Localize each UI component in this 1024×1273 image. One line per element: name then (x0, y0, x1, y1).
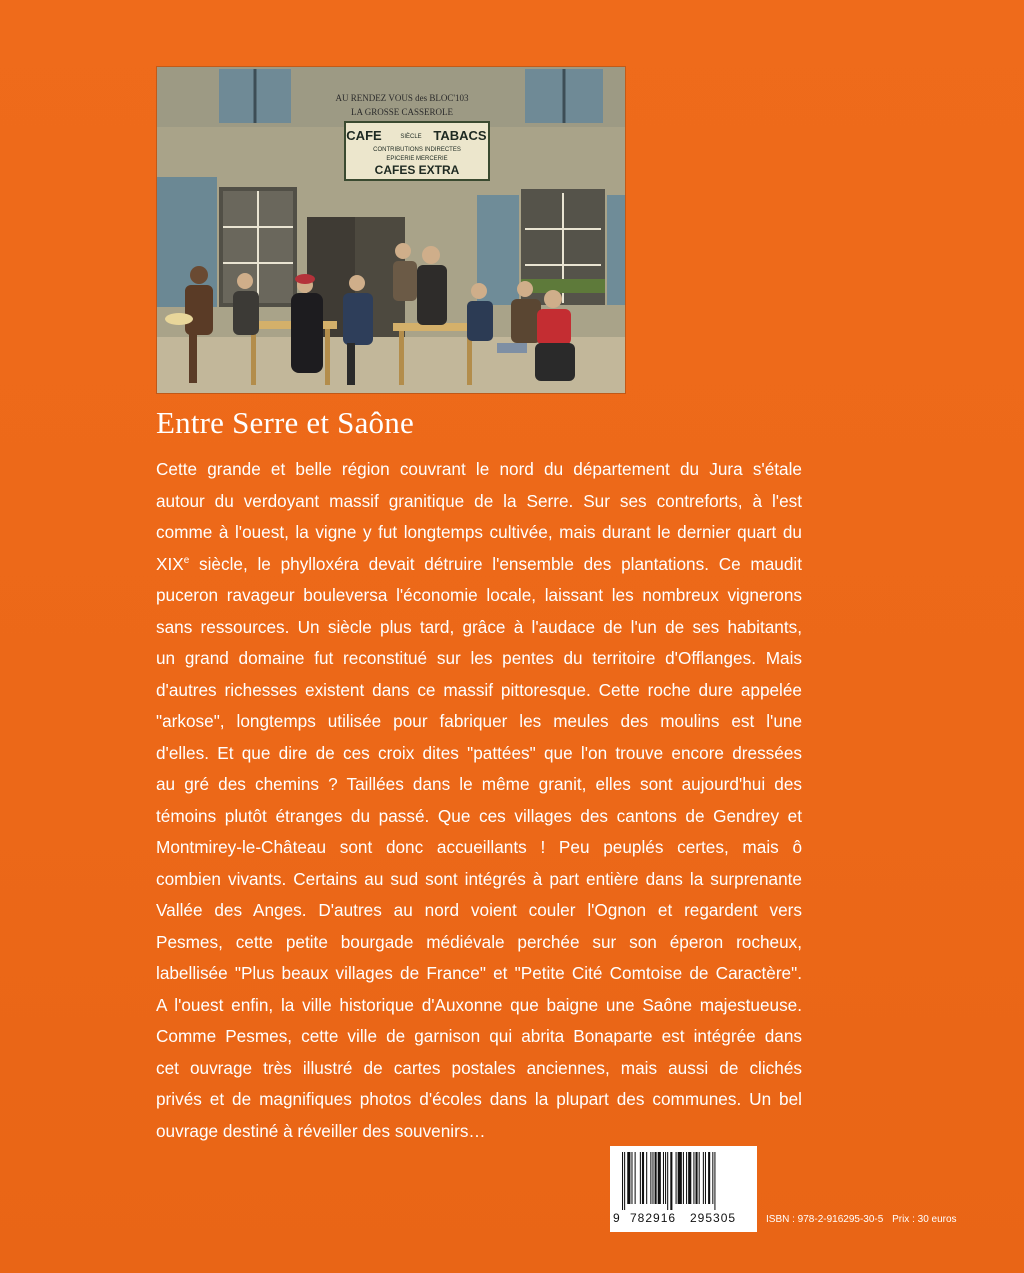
text-line: sans ressources. Un siècle plus tard, grâce à l'audace de l'un de ses habitants, (156, 616, 802, 637)
barcode-digits-right: 295305 (690, 1211, 737, 1225)
barcode-bar (624, 1152, 625, 1210)
barcode-bar (708, 1152, 710, 1204)
text-line (156, 549, 802, 581)
barcode-digits-left: 782916 (630, 1211, 677, 1225)
left-window (157, 177, 297, 307)
sign-tabacs: TABACS (433, 128, 487, 143)
barcode-bars (622, 1152, 746, 1210)
text-line: un grand domaine fut reconstitué sur les pentes du territoire d'Offlanges. Mais (156, 648, 802, 668)
upper-shutters-right (525, 69, 603, 123)
barcode-bar (635, 1152, 636, 1204)
barcode-bar (667, 1152, 668, 1210)
barcode-bar (699, 1152, 700, 1204)
text-line: privés et de magnifiques photos d'écoles dans la plupart des communes. Un bel (156, 1089, 802, 1109)
barcode-bar (670, 1152, 672, 1210)
barcode-bar (705, 1152, 706, 1204)
text-line-rest: siècle, le phylloxéra devait détruire l'ensemble des plantations. Ce maudit (199, 553, 803, 574)
text-line: comme à l'ouest, la vigne y fut longtemps cultivée, mais durant le dernier quart du (156, 522, 802, 542)
upper-shutters-left (219, 69, 291, 123)
text-line: d'elles. Et que dire de ces croix dites "pattées" que l'on trouve encore dressées (156, 742, 802, 763)
barcode-digit-first: 9 (613, 1211, 621, 1225)
barcode-bar (683, 1152, 684, 1204)
text-line: ouvrage destiné à réveiller des souvenirs… (156, 1120, 486, 1141)
barcode-bar (663, 1152, 664, 1204)
cover-photo (157, 67, 625, 393)
barcode-bar (631, 1152, 632, 1204)
text-line: au gré des chemins ? Taillées dans le même granit, elles sont aujourd'hui des (156, 774, 802, 794)
barcode-bar (696, 1152, 698, 1204)
barcode-bar (693, 1152, 694, 1204)
barcode-bar (622, 1152, 623, 1210)
text-line: témoins plutôt étranges du passé. Que ces villages des cantons de Gendrey et (156, 805, 802, 826)
roman-superscript: e (183, 554, 190, 566)
sign-contributions: CONTRIBUTIONS INDIRECTES (373, 147, 461, 153)
cafe-postcard-illustration (157, 67, 625, 393)
barcode-bar (703, 1152, 704, 1204)
barcode-bar (688, 1152, 691, 1204)
barcode (610, 1146, 757, 1232)
sign-siecle: SIÈCLE (400, 134, 422, 140)
book-title: Entre Serre et Saône (156, 405, 414, 440)
text-line: Pesmes, cette petite bourgade médiévale perchée sur son éperon rocheux, (156, 931, 802, 952)
text-line: Cette grande et belle région couvrant le nord du département du Jura s'étale (156, 459, 802, 479)
sign-arch: AU RENDEZ VOUS des BLOC'103 (335, 93, 469, 103)
text-line: combien vivants. Certains au sud sont intégrés à part entière dans la surprenante (156, 868, 802, 889)
isbn: ISBN : 978-2-916295-30-5 (766, 1214, 884, 1225)
barcode-bar (658, 1152, 661, 1204)
barcode-bar (642, 1152, 644, 1204)
price: Prix : 30 euros (892, 1214, 957, 1225)
text-line: d'autres richesses existent dans ce massif pittoresque. Cette roche dure appelée (156, 679, 802, 700)
text-line: puceron ravageur bouleversa l'économie locale, laissant les nombreux vignerons (156, 585, 802, 605)
text-line: "arkose", longtemps utilisée pour fabriquer les meules des moulins est l'une (156, 711, 802, 731)
sign-cafes-extra: CAFES EXTRA (374, 163, 460, 177)
text-line: labellisée "Plus beaux villages de France" et "Petite Cité Comtoise de Caractère". (156, 963, 802, 983)
text-line: A l'ouest enfin, la ville historique d'Auxonne que baigne une Saône majestueuse. (156, 994, 802, 1015)
barcode-bar (640, 1152, 641, 1204)
back-cover-text (156, 454, 802, 1147)
text-line: Montmirey-le-Château sont donc accueillants ! Peu peuplés certes, mais ô (156, 837, 802, 857)
barcode-bar (627, 1152, 630, 1204)
barcode-bar (650, 1152, 651, 1204)
barcode-bar (655, 1152, 657, 1204)
text-line: cet ouvrage très illustré de cartes postales anciennes, mais aussi de clichés (156, 1057, 802, 1078)
sign-cafe: CAFE (346, 128, 382, 143)
sign-sub: LA GROSSE CASSEROLE (350, 107, 454, 117)
barcode-bar (652, 1152, 653, 1204)
barcode-bar (714, 1152, 715, 1210)
barcode-bar (678, 1152, 682, 1204)
barcode-bar (646, 1152, 647, 1204)
text-line: Comme Pesmes, cette ville de garnison qui abrita Bonaparte est intégrée dans (156, 1026, 802, 1046)
text-line: autour du verdoyant massif granitique de la Serre. Sur ses contreforts, à l'est (156, 490, 802, 511)
barcode-bar (665, 1152, 666, 1204)
sign-epicerie: EPICERIE MERCERIE (386, 156, 448, 162)
barcode-bar (712, 1152, 713, 1204)
isbn-price-line (766, 1214, 963, 1225)
text-line: Vallée des Anges. D'autres au nord voient couler l'Ognon et regardent vers (156, 900, 802, 920)
barcode-bar (676, 1152, 677, 1204)
roman-numeral: XIX (156, 553, 184, 574)
right-window (477, 189, 625, 305)
barcode-bar (686, 1152, 687, 1204)
